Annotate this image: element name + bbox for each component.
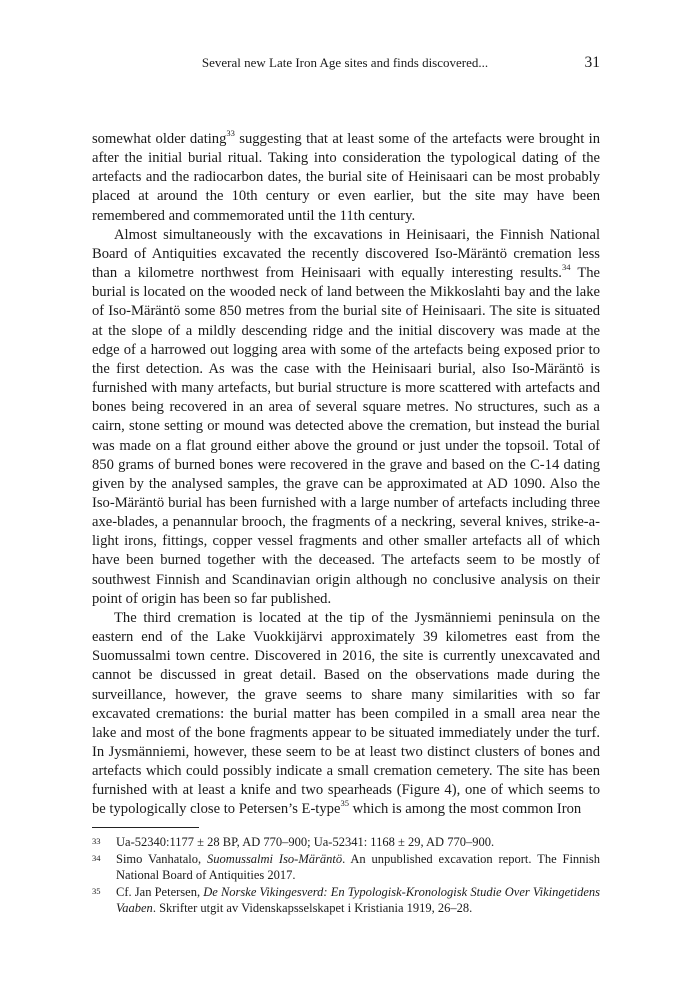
paragraph-1 (92, 130, 600, 226)
footnote-text: . An unpublished excavation report. The Finnish National Board of Antiquities 2017. (116, 851, 601, 882)
paragraph-text: which is among the most common Iron (348, 801, 582, 818)
paragraph-text: Almost simultaneously with the excavations in Heinisaari, the Finnish National Board of Antiquities excavated the recently discovered Iso-Märäntö cremation less than a kilometre northwest from Heinisaari with equally interesting results. (92, 226, 600, 282)
footnote-text: Cf. Jan Petersen, (116, 884, 204, 899)
footnote-number: 33 (92, 836, 101, 846)
footnote-divider (92, 827, 199, 828)
footnote-text: Simo Vanhatalo, (116, 851, 208, 866)
paragraph-text: somewhat older dating (92, 131, 227, 147)
footnote-34 (92, 851, 600, 884)
footnote-ref-34[interactable]: 34 (561, 262, 571, 273)
footnote-ref-35[interactable]: 35 (340, 798, 349, 809)
body-text (92, 130, 600, 820)
paragraph-3 (92, 609, 600, 820)
footnote-number: 35 (92, 885, 101, 896)
paragraph-2 (92, 226, 600, 609)
footnote-cited-title: Suomussalmi Iso-Märäntö (207, 851, 343, 866)
footnote-text: . Skrifter utgit av Videnskapsselskapet i Kristiania 1919, 26–28. (152, 901, 473, 915)
paragraph-text: The burial is located on the wooded neck of land between the Mikkoslahti bay and the lake of Iso-Märäntö some 850 metres from the burial site of Heinisaari. The site is situated at the slope of a mildly descending ridge and the initial discovery was made at the edge of a harrowed out logging area with some of the artefacts being exposed prior to the first detection. As was the case with the Heinisaari burial, also Iso-Märäntö is furnished with many artefacts, but burial structure is more scattered with artefacts and bones being recovered in an area of several square metres. No structures, such as a cairn, stone setting or mound was detected above the cremation, but instead the burial was made on a flat ground either above the ground or just under the topsoil. Total of 850 grams of burned bones were recovered in the grave and based on the C-14 dating given by the analysed samples, the grave can be approximated at AD 1090. Also the Iso-Märäntö burial has been furnished with a large number of artefacts including three axe-blades, a penannular brooch, the fragments of a neckring, several knives, strike-a-light irons, fittings, copper vessel fragments and other smaller artefacts all of which have been burned together with the deceased. The artefacts seem to be mostly of southwest Finnish and Scandinavian origin although no conclusive analysis on their point of origin has been so far published. (92, 265, 601, 607)
running-header (90, 54, 600, 74)
footnote-35 (92, 884, 600, 917)
footnote-ref-33[interactable]: 33 (226, 128, 235, 138)
footnotes (92, 834, 600, 917)
footnote-cited-title: De Norske Vikingesverd: En Typologisk-Kronologisk Studie Over Vikingetidens Vaaben (116, 884, 600, 915)
footnote-33 (92, 834, 600, 851)
footnote-number: 34 (92, 852, 101, 863)
paragraph-text: suggesting that at least some of the artefacts were brought in after the initial burial ritual. Taking into consideration the typological dating of the artefacts and the radiocarbon dates, the burial site of Heinisaari can be most probably placed at around the 10th century or even earlier, but the site may have been remembered and commemorated until the 11th century. (92, 131, 600, 224)
footnote-text: Ua-52340:1177 ± 28 BP, AD 770–900; Ua-52341: 1168 ± 29, AD 770–900. (116, 835, 495, 849)
running-title: Several new Late Iron Age sites and finds discovered... (201, 55, 489, 70)
paragraph-text: The third cremation is located at the tip of the Jysmänniemi peninsula on the eastern end of the Lake Vuokkijärvi approximately 39 kilometres east from the Suomussalmi town centre. Discovered in 2016, the site is currently unexcavated and cannot be discussed in great detail. Based on the observations made during the surveillance, however, the grave seems to share many similarities with so far excavated cremations: the burial matter has been compiled in a small area near the lake and most of the bone fragments appear to be situated immediately under the turf. In Jysmänniemi, however, these seem to be at least two distinct clusters of bones and artefacts which could possibly indicate a small cremation cemetery. The site has been furnished with at least a knife and two spearheads (Figure 4), one of which seems to be typologically close to Petersen’s E-type (92, 609, 600, 818)
page-number: 31 (584, 54, 600, 71)
